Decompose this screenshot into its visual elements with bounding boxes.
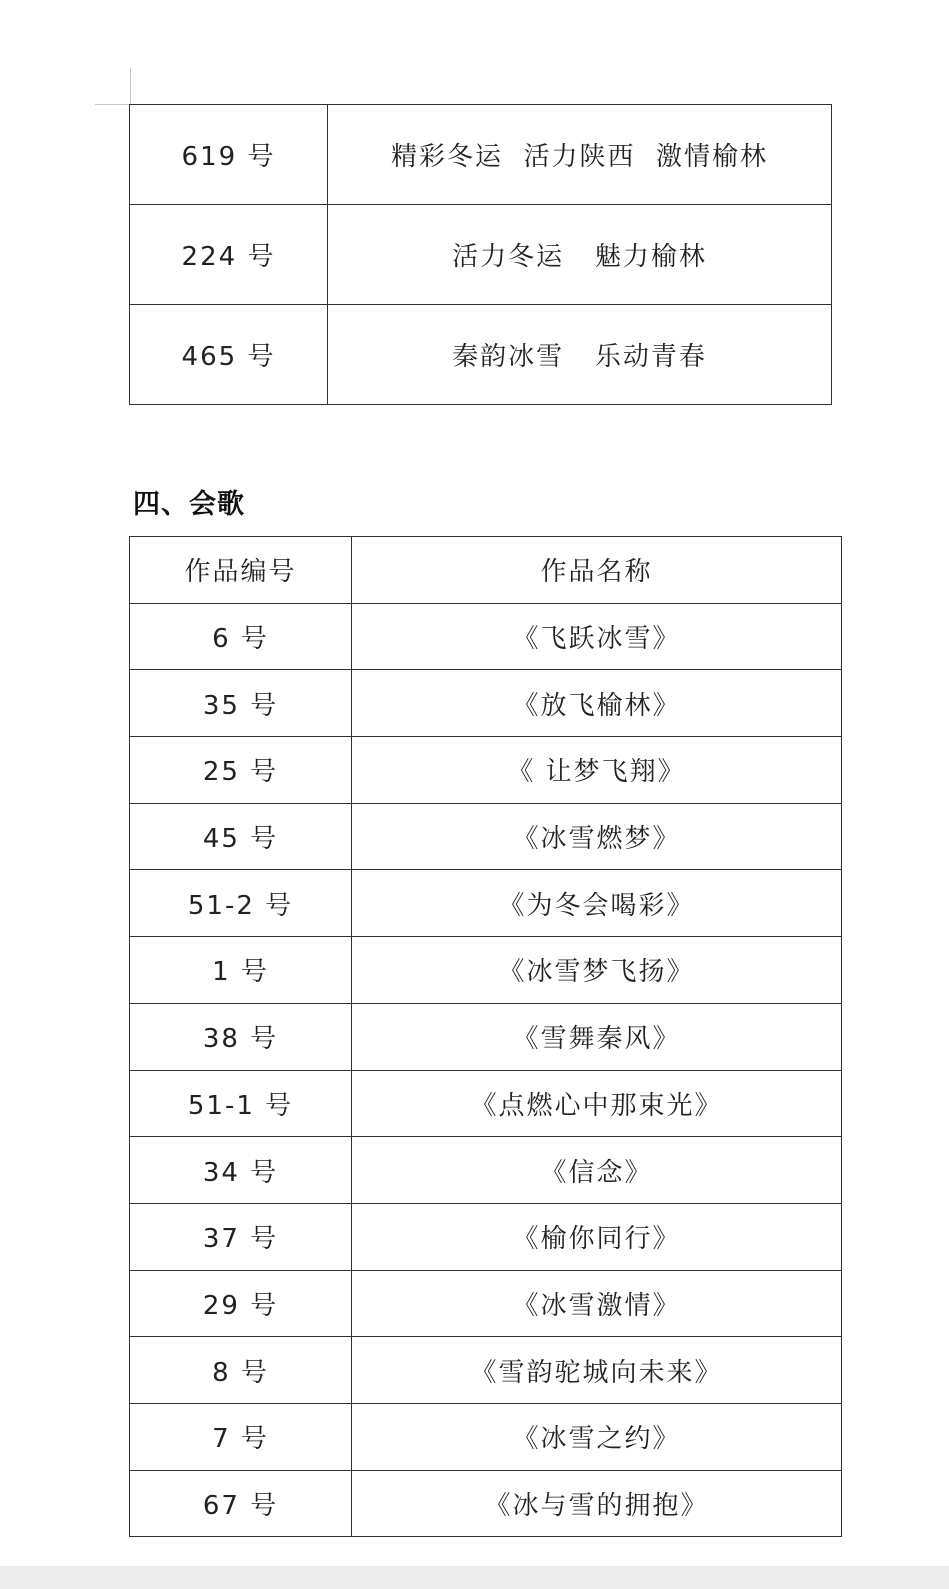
entry-number: 465 号: [130, 305, 328, 405]
table-row: [130, 1003, 842, 1070]
page-bottom-edge: [0, 1566, 949, 1589]
entry-title: 《为冬会喝彩》: [352, 870, 842, 937]
header-number: 作品编号: [130, 537, 352, 604]
table-row: [130, 737, 842, 804]
section-heading: 四、会歌: [133, 489, 245, 520]
entry-number: 35 号: [130, 670, 352, 737]
entry-title: 《榆你同行》: [352, 1203, 842, 1270]
table-row: [130, 1270, 842, 1337]
entry-title: 秦韵冰雪 乐动青春: [328, 305, 832, 405]
entry-title: 《点燃心中那束光》: [352, 1070, 842, 1137]
table-row: [130, 1403, 842, 1470]
entry-number: 51-2 号: [130, 870, 352, 937]
table-row: [130, 670, 842, 737]
entry-number: 619 号: [130, 105, 328, 205]
entry-title: 《雪韵驼城向未来》: [352, 1337, 842, 1404]
entry-number: 34 号: [130, 1137, 352, 1204]
entry-title: 《冰与雪的拥抱》: [352, 1470, 842, 1537]
entry-title: 《冰雪之约》: [352, 1403, 842, 1470]
entry-number: 45 号: [130, 803, 352, 870]
entry-title: 精彩冬运 活力陕西 激情榆林: [328, 105, 832, 205]
table-row: [130, 937, 842, 1004]
entry-title: 《信念》: [352, 1137, 842, 1204]
table-row: [130, 870, 842, 937]
entry-number: 224 号: [130, 205, 328, 305]
table-row: [130, 1337, 842, 1404]
table-header-row: [130, 537, 842, 604]
header-title: 作品名称: [352, 537, 842, 604]
table-row: [130, 305, 832, 405]
song-table: [129, 536, 842, 1537]
entry-title: 《放飞榆林》: [352, 670, 842, 737]
table-row: [130, 1470, 842, 1537]
entry-title: 《冰雪激情》: [352, 1270, 842, 1337]
entry-title: 《飞跃冰雪》: [352, 603, 842, 670]
entry-number: 37 号: [130, 1203, 352, 1270]
table-row: [130, 1070, 842, 1137]
crop-mark-horizontal: [95, 104, 131, 105]
entry-number: 7 号: [130, 1403, 352, 1470]
entry-title: 活力冬运 魅力榆林: [328, 205, 832, 305]
entry-number: 67 号: [130, 1470, 352, 1537]
entry-title: 《冰雪梦飞扬》: [352, 937, 842, 1004]
table-row: [130, 803, 842, 870]
entry-number: 6 号: [130, 603, 352, 670]
entry-title: 《雪舞秦风》: [352, 1003, 842, 1070]
table-row: [130, 105, 832, 205]
table-row: [130, 1137, 842, 1204]
entry-number: 51-1 号: [130, 1070, 352, 1137]
entry-number: 38 号: [130, 1003, 352, 1070]
entry-number: 1 号: [130, 937, 352, 1004]
entry-title: 《冰雪燃梦》: [352, 803, 842, 870]
table-row: [130, 1203, 842, 1270]
entry-title: 《 让梦飞翔》: [352, 737, 842, 804]
crop-mark-vertical: [130, 68, 131, 104]
entry-number: 8 号: [130, 1337, 352, 1404]
entry-number: 29 号: [130, 1270, 352, 1337]
table-row: [130, 205, 832, 305]
slogan-table: [129, 104, 832, 405]
table-row: [130, 603, 842, 670]
entry-number: 25 号: [130, 737, 352, 804]
